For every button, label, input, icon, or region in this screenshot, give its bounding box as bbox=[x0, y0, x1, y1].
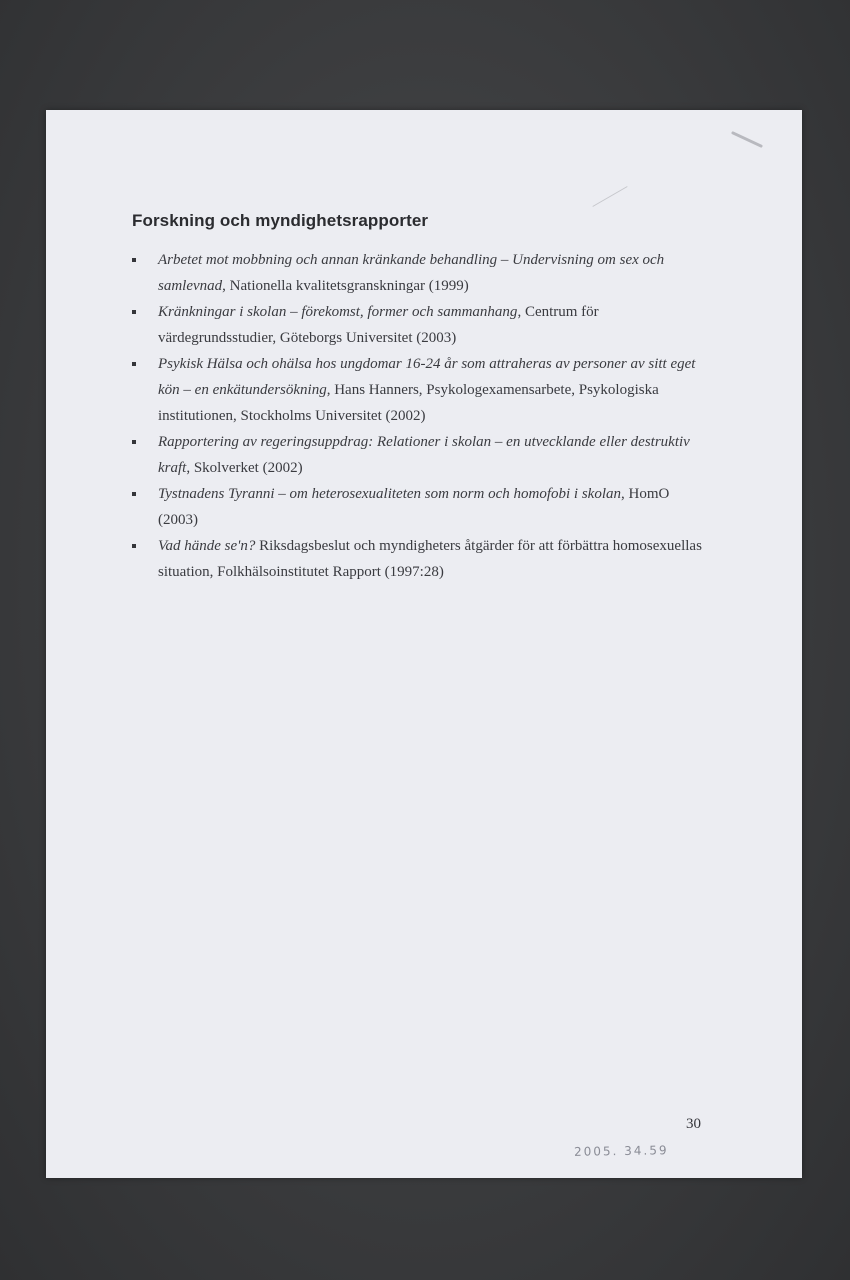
reference-item bbox=[132, 299, 712, 351]
bullet-icon bbox=[132, 362, 136, 366]
reference-details: Riksdagsbeslut och myndigheters åtgärder för att förbättra homosexuellas situation, Folkhälsoinstitutet Rapport (1997:28) bbox=[158, 538, 702, 580]
bullet-icon bbox=[132, 544, 136, 548]
bullet-icon bbox=[132, 492, 136, 496]
bullet-icon bbox=[132, 258, 136, 262]
bullet-icon bbox=[132, 440, 136, 444]
reference-details: , Skolverket (2002) bbox=[186, 460, 303, 476]
reference-title: Kränkningar i skolan – förekomst, former och sammanhang bbox=[158, 304, 518, 320]
reference-title: Vad hände se'n? bbox=[158, 538, 256, 554]
reference-details: , Nationella kvalitetsgranskningar (1999) bbox=[222, 278, 469, 294]
page-number: 30 bbox=[686, 1116, 701, 1132]
reference-item bbox=[132, 247, 712, 299]
reference-item bbox=[132, 429, 712, 481]
reference-title: Psykisk Hälsa och ohälsa hos ungdomar 16-24 år som attraheras av personer av sitt eget kön – en enkätundersökning bbox=[158, 356, 696, 398]
reference-item bbox=[132, 351, 712, 429]
reference-title: Arbetet mot mobbning och annan kränkande behandling – Undervisning om sex och samlevnad bbox=[158, 252, 665, 294]
reference-title: Rapportering av regeringsuppdrag: Relationer i skolan – en utvecklande eller destruktiv kraft bbox=[158, 434, 690, 476]
reference-item bbox=[132, 481, 712, 533]
reference-details: , HomO (2003) bbox=[158, 486, 670, 528]
bullet-icon bbox=[132, 310, 136, 314]
reference-item bbox=[132, 533, 712, 585]
reference-title: Tystnadens Tyranni – om heterosexualiteten som norm och homofobi i skolan bbox=[158, 486, 622, 502]
handwritten-archive-note: 2005. 34.59 bbox=[573, 1143, 669, 1159]
reference-list bbox=[132, 247, 712, 585]
reference-details: , Centrum för värdegrundsstudier, Göteborgs Universitet (2003) bbox=[158, 304, 599, 346]
section-title: Forskning och myndighetsrapporter bbox=[132, 211, 429, 230]
reference-details: , Hans Hanners, Psykologexamensarbete, Psykologiska institutionen, Stockholms Universitet (2002) bbox=[158, 382, 659, 424]
